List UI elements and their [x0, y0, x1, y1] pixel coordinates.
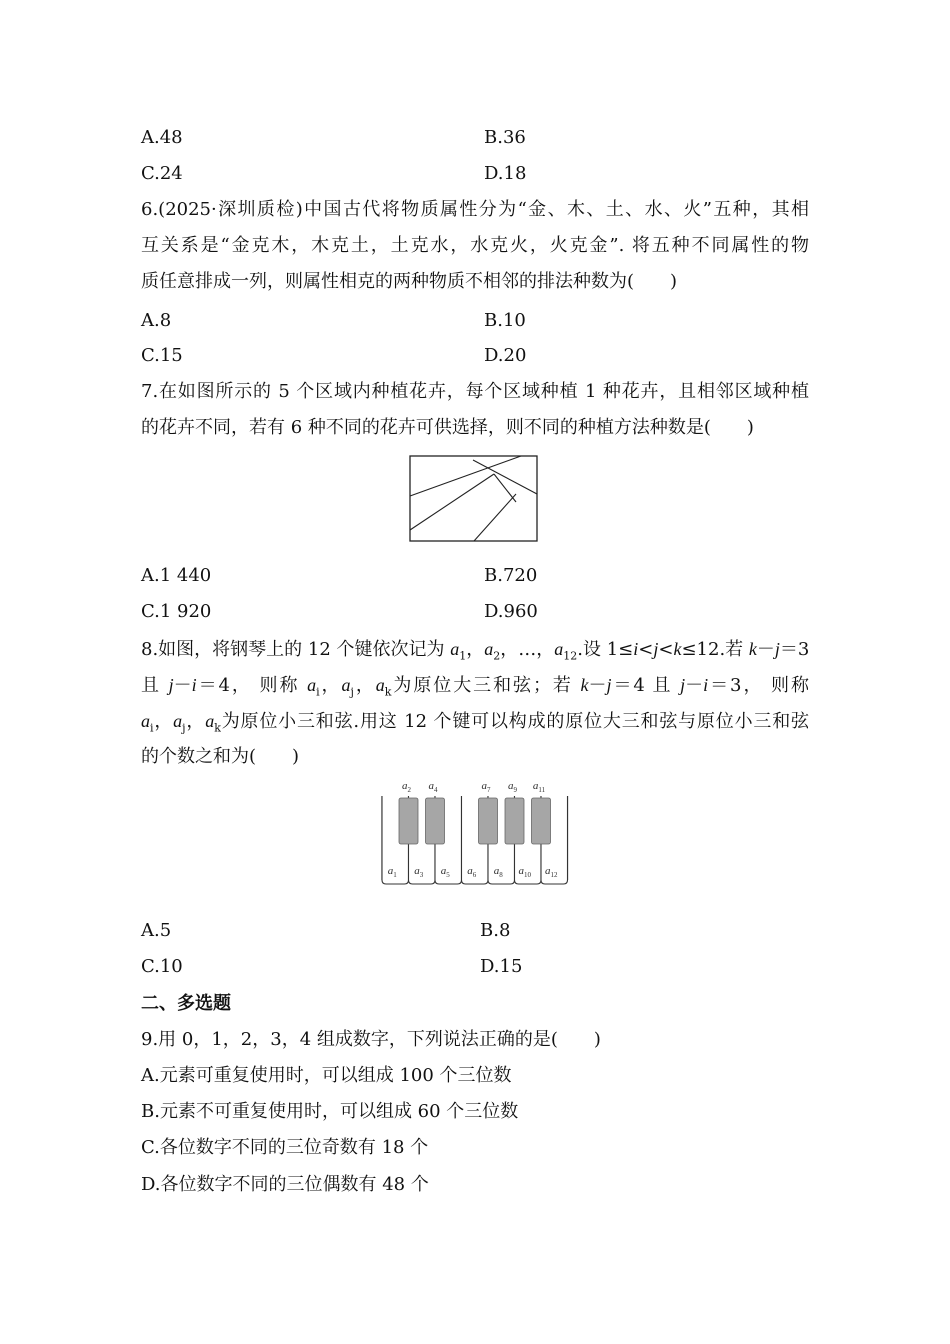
q6-option-a: A.8 [141, 310, 172, 331]
piano-white-key-label: $a_8$ [493, 865, 503, 879]
q7-option-a: A.1 440 [141, 565, 212, 586]
region-line-3 [410, 474, 494, 530]
q6-option-c: C.15 [141, 345, 183, 366]
region-diagram [408, 454, 540, 544]
q7-option-d: D.960 [484, 601, 538, 622]
piano-black-key [479, 798, 498, 844]
q9-option-a: A.元素可重复使用时，可以组成 100 个三位数 [141, 1065, 512, 1086]
piano-black-key-label: $a_4$ [428, 780, 438, 794]
section-title: 二、多选题 [141, 993, 231, 1014]
region-line-5 [474, 494, 516, 541]
q6-line-3: 质任意排成一列，则属性相克的两种物质不相邻的排法种数为( ) [141, 271, 678, 292]
piano-black-key [426, 798, 445, 844]
q8-line-4: 的个数之和为( ) [141, 746, 300, 767]
q9-option-b: B.元素不可重复使用时，可以组成 60 个三位数 [141, 1101, 519, 1122]
piano-diagram [378, 776, 576, 888]
q8-option-a: A.5 [141, 920, 172, 941]
q9-stem: 9.用 0，1，2，3，4 组成数字，下列说法正确的是( ) [141, 1029, 601, 1050]
q9-option-d: D.各位数字不同的三位偶数有 48 个 [141, 1174, 429, 1195]
piano-black-key-label: $a_9$ [508, 780, 517, 794]
piano-white-key-label: $a_1$ [387, 865, 397, 879]
q7-line-1: 7.在如图所示的 5 个区域内种植花卉，每个区域种植 1 种花卉，且相邻区域种植 [141, 381, 809, 402]
q8-line-2: 且 j－i＝4， 则称 $a_i$，$a_j$，$a_k$为原位大三和弦；若 k－j＝4 且 j－i＝3， 则称 [141, 675, 809, 699]
piano-white-key-label: $a_3$ [414, 865, 424, 879]
piano-white-key-label: $a_5$ [440, 865, 450, 879]
q7-option-b: B.720 [484, 565, 538, 586]
q8-line-1: 8.如图，将钢琴上的 12 个键依次记为 $a_1$，$a_2$，…，$a_{12}$.设 1≤i<j<k≤12.若 k－j＝3 [141, 639, 810, 663]
q6-line-2: 互关系是“金克木，木克土，土克水，水克火，火克金”. 将五种不同属性的物 [141, 235, 809, 256]
region-border [410, 456, 537, 541]
q6-option-d: D.20 [484, 345, 527, 366]
q6-stem [141, 198, 809, 306]
q8-option-b: B.8 [480, 920, 511, 941]
piano-black-key-label: $a_7$ [481, 780, 491, 794]
q6-option-b: B.10 [484, 310, 526, 331]
q7-line-2: 的花卉不同，若有 6 种不同的花卉可供选择，则不同的种植方法种数是( ) [141, 417, 754, 438]
q6-line-1: 6.(2025·深圳质检)中国古代将物质属性分为“金、木、土、水、火”五种，其相 [141, 199, 809, 220]
q5-option-d: D.18 [484, 163, 527, 184]
piano-black-key-label: $a_{11}$ [532, 780, 546, 794]
q7-stem [141, 380, 809, 452]
piano-white-key-label: $a_6$ [467, 865, 477, 879]
q5-option-a: A.48 [141, 127, 183, 148]
q8-stem [141, 637, 809, 781]
q5-option-b: B.36 [484, 127, 526, 148]
piano-black-key [532, 798, 551, 844]
q5-option-c: C.24 [141, 163, 183, 184]
q9-option-c: C.各位数字不同的三位奇数有 18 个 [141, 1137, 429, 1158]
q8-option-d: D.15 [480, 956, 523, 977]
q7-option-c: C.1 920 [141, 601, 212, 622]
region-line-2 [473, 460, 537, 494]
q8-option-c: C.10 [141, 956, 183, 977]
piano-black-key [505, 798, 524, 844]
piano-black-key [399, 798, 418, 844]
piano-white-key-label: $a_{12}$ [545, 865, 558, 879]
q8-line-3: $a_i$，$a_j$，$a_k$为原位小三和弦.用这 12 个键可以构成的原位大三和弦与原位小三和弦 [141, 711, 810, 735]
piano-black-key-label: $a_2$ [402, 780, 411, 794]
region-line-1 [410, 456, 521, 496]
piano-white-key-label: $a_{10}$ [518, 865, 531, 879]
